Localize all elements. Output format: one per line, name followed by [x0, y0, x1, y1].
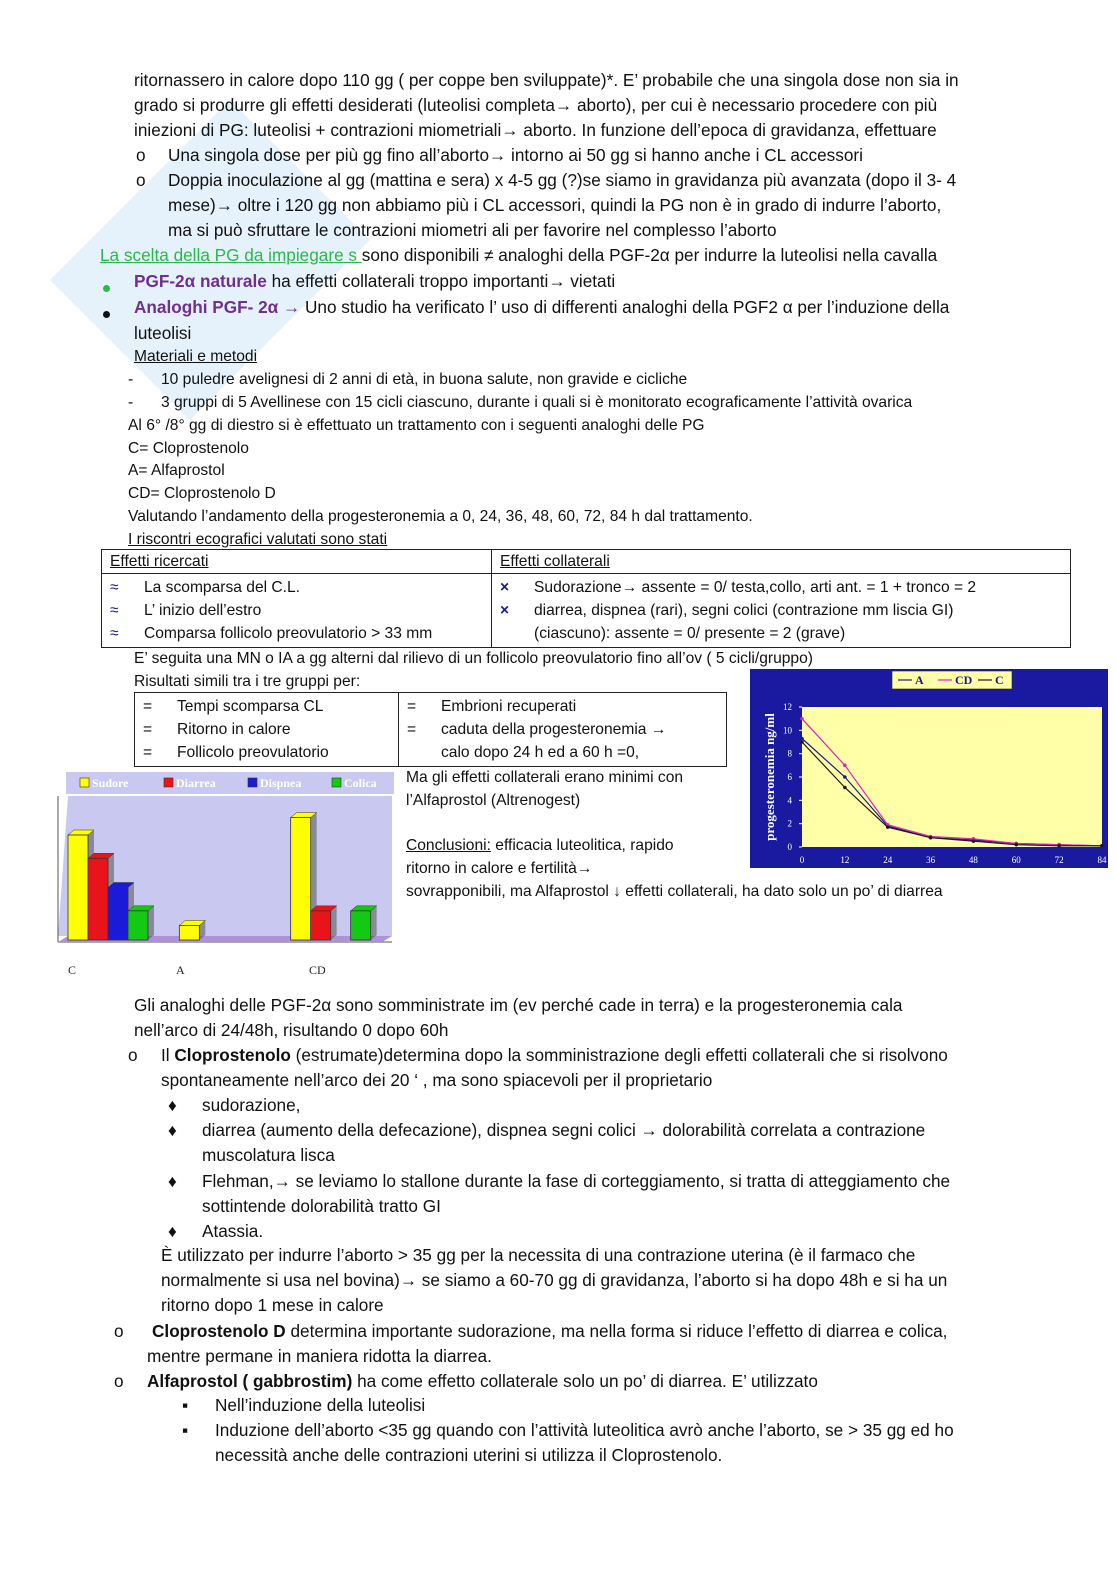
- y-axis-label: progesteronemia ng/ml: [762, 713, 777, 841]
- metodi-item: 10 puledre avelignesi di 2 anni di età, in buona salute, non gravide e cicliche: [161, 371, 688, 388]
- scelta-line: [100, 243, 937, 268]
- x-tick-label: CD: [309, 963, 326, 977]
- bar: [311, 911, 331, 940]
- result-item: Ritorno in calore: [177, 721, 291, 738]
- pgf-natural-item: [134, 269, 615, 294]
- bottom-text: ritorno dopo 1 mese in calore: [161, 1295, 384, 1315]
- pgf-natural-text: ha effetti collaterali troppo importanti→ vietati: [266, 271, 616, 291]
- data-point: [800, 717, 804, 721]
- clo-text: (estrumate)determina dopo la somministrazione degli effetti collaterali che si risolvono: [290, 1045, 948, 1065]
- circle-bullet: o: [114, 1371, 124, 1391]
- side-effect-item: sudorazione,: [202, 1095, 301, 1115]
- cd-bold: Cloprostenolo D: [152, 1321, 286, 1341]
- legend-label: Colica: [344, 776, 377, 790]
- y-tick-label: 6: [787, 772, 792, 782]
- cloprostenolo-line: [161, 1043, 948, 1068]
- diamond-bullet: ♦: [168, 1171, 177, 1191]
- effetti-ricercati-header: Effetti ricercati: [110, 553, 209, 570]
- use-item: necessità anche delle contrazioni uterini si utilizza il Cloprostenolo.: [215, 1445, 723, 1465]
- equal-bullet: =: [143, 744, 153, 761]
- conclusioni-line: [406, 834, 674, 857]
- bar: [88, 858, 108, 940]
- result-item: Tempi scomparsa CL: [177, 698, 324, 715]
- y-tick-label: 4: [787, 795, 792, 806]
- intro-option: Doppia inoculazione al gg (mattina e sera) x 4-5 gg (?)se siamo in gravidanza più avanzata (dopo il 3- 4: [168, 170, 957, 190]
- metodi-text: CD= Cloprostenolo D: [128, 485, 276, 502]
- side-effect-item: sottintende dolorabilità tratto GI: [202, 1196, 441, 1216]
- ricercato-item: La scomparsa del C.L.: [144, 579, 301, 596]
- cross-bullet: ×: [500, 602, 510, 619]
- data-point: [1057, 844, 1061, 848]
- side-effects-bar-chart: [44, 768, 396, 978]
- approx-bullet: ≈: [110, 602, 119, 619]
- bar: [108, 888, 128, 941]
- data-point: [1100, 844, 1104, 848]
- bar: [128, 911, 148, 940]
- y-tick-label: 0: [787, 842, 792, 852]
- middle-text: ritorno in calore e fertilità→: [406, 860, 593, 877]
- cross-bullet: ×: [500, 579, 510, 596]
- black-dot-bullet: [103, 303, 110, 323]
- legend-swatch: [164, 778, 173, 787]
- clo-prefix: Il: [161, 1045, 175, 1065]
- x-tick-label: 36: [926, 855, 936, 865]
- side-effect-item: diarrea (aumento della defecazione), dispnea segni colici → dolorabilità correlata a contrazione: [202, 1120, 926, 1140]
- legend-label: Diarrea: [176, 776, 216, 790]
- green-dot-bullet: [103, 277, 110, 297]
- square-bullet: ▪: [182, 1420, 189, 1440]
- y-tick-label: 12: [783, 702, 792, 712]
- conclusioni-text: efficacia luteolitica, rapido: [490, 837, 674, 854]
- effetti-table: [101, 549, 1071, 648]
- bar-side: [371, 906, 377, 940]
- intro-option: Una singola dose per più gg fino all’aborto→ intorno ai 50 gg si hanno anche i CL accessori: [168, 145, 863, 165]
- after-text: Risultati simili tra i tre gruppi per:: [134, 673, 361, 690]
- x-tick-label: 48: [968, 855, 978, 865]
- al-text: ha come effetto collaterale solo un po’ di diarrea. E’ utilizzato: [352, 1371, 818, 1391]
- metodi-text: C= Cloprostenolo: [128, 440, 249, 457]
- after-text: E’ seguita una MN o IA a gg alterni dal rilievo di un follicolo preovulatorio fino all’ov ( 5 cicli/gruppo): [134, 650, 813, 667]
- data-point: [800, 737, 804, 741]
- circle-bullet: o: [114, 1321, 124, 1341]
- side-effect-item: Atassia.: [202, 1221, 264, 1241]
- data-point: [929, 836, 933, 840]
- metodi-heading: Materiali e metodi: [134, 348, 258, 365]
- intro-line: ritornassero in calore dopo 110 gg ( per coppe ben sviluppate)*. E’ probabile che una singola dose non sia in: [134, 70, 959, 90]
- analoghi-cont: luteolisi: [134, 323, 192, 343]
- x-tick-label: 72: [1054, 855, 1064, 865]
- x-tick-label: 0: [799, 855, 805, 865]
- metodi-text: A= Alfaprostol: [128, 462, 225, 479]
- cloprostenolo-d-line: [152, 1319, 947, 1344]
- ricercato-item: L’ inizio dell’estro: [144, 602, 262, 619]
- collaterale-item: (ciascuno): assente = 0/ presente = 2 (grave): [534, 625, 846, 642]
- bar-side: [331, 906, 337, 940]
- intro-option: mese)→ oltre i 120 gg non abbiamo più i CL accessori, quindi la PG non è in grado di indurre l’aborto,: [168, 195, 942, 215]
- legend-label: A: [915, 673, 924, 687]
- result-item: Embrioni recuperati: [441, 698, 577, 715]
- legend-swatch: [332, 778, 341, 787]
- middle-text: l’Alfaprostol (Altrenogest): [406, 792, 581, 809]
- analoghi-item: [134, 295, 949, 320]
- use-item: Nell’induzione della luteolisi: [215, 1395, 426, 1415]
- bottom-text: normalmente si usa nel bovina)→ se siamo a 60-70 gg di gravidanza, l’aborto si ha dopo 48h e si ha un: [161, 1270, 948, 1290]
- diamond-bullet: ♦: [168, 1095, 177, 1115]
- bottom-text: È utilizzato per indurre l’aborto > 35 gg per la necessita di una contrazione uterina (è il farmaco che: [161, 1245, 916, 1265]
- y-tick-label: 8: [787, 748, 792, 759]
- x-tick-label: 60: [1011, 855, 1021, 865]
- al-bold: Alfaprostol ( gabbrostim): [147, 1371, 353, 1391]
- collaterale-item: diarrea, dispnea (rari), segni colici (contrazione mm liscia GI): [534, 602, 954, 619]
- y-tick-label: 2: [787, 818, 792, 829]
- bottom-text: Gli analoghi delle PGF-2α sono somministrate im (ev perché cade in terra) e la progesteronemia cala: [134, 995, 903, 1015]
- equal-bullet: =: [143, 721, 153, 738]
- riscontri-text: I riscontri ecografici valutati sono stati: [128, 531, 388, 548]
- collaterale-item: Sudorazione→ assente = 0/ testa,collo, arti ant. = 1 + tronco = 2: [534, 579, 977, 596]
- plot-area: [802, 707, 1102, 847]
- legend-label: Sudore: [92, 776, 129, 790]
- x-tick-label: 12: [840, 855, 850, 865]
- equal-bullet: =: [407, 698, 417, 715]
- metodi-text: Al 6° /8° gg di diestro si è effettuato un trattamento con i seguenti analoghi delle PG: [128, 417, 705, 434]
- bar-side: [148, 906, 154, 940]
- clo-bold: Cloprostenolo: [174, 1045, 291, 1065]
- middle-text: Ma gli effetti collaterali erano minimi con: [406, 769, 684, 786]
- progesterone-line-chart: [750, 669, 1108, 868]
- circle-bullet: o: [128, 1045, 138, 1065]
- metodi-text: [128, 528, 387, 551]
- metodi-text: Valutando l’andamento della progesteronemia a 0, 24, 36, 48, 60, 72, 84 h dal trattamento.: [128, 508, 753, 525]
- results-table: [134, 692, 727, 767]
- x-tick-label: A: [176, 963, 185, 977]
- diamond-bullet: ♦: [168, 1120, 177, 1140]
- ricercato-item: Comparsa follicolo preovulatorio > 33 mm: [144, 625, 433, 642]
- circle-bullet: o: [136, 170, 146, 190]
- x-tick-label: C: [68, 963, 77, 977]
- data-point: [800, 740, 804, 744]
- conclusioni-label: Conclusioni:: [406, 837, 491, 854]
- cd-text: determina importante sudorazione, ma nella forma si riduce l’effetto di diarrea e colica,: [285, 1321, 948, 1341]
- equal-bullet: =: [143, 698, 153, 715]
- approx-bullet: ≈: [110, 625, 119, 642]
- metodi-item: 3 gruppi di 5 Avellinese con 15 cicli ciascuno, durante i quali si è monitorato ecograficamente l’attività ovarica: [161, 394, 913, 411]
- x-tick-label: 84: [1097, 855, 1107, 865]
- dash-bullet: -: [128, 394, 134, 411]
- dash-bullet: -: [128, 371, 134, 388]
- intro-line: grado si produrre gli effetti desiderati (luteolisi completa→ aborto), per cui è necessario procedere con più: [134, 95, 938, 115]
- data-point: [886, 825, 890, 829]
- data-point: [1014, 843, 1018, 847]
- y-tick-label: 10: [783, 725, 792, 736]
- analoghi-text: Uno studio ha verificato l’ uso di differenti analoghi della PGF2 α per l’induzione della: [300, 297, 950, 317]
- scelta-text: sono disponibili ≠ analoghi della PGF-2α per indurre la luteolisi nella cavalla: [361, 245, 938, 265]
- analoghi-label: Analoghi PGF- 2α →: [134, 297, 301, 317]
- result-item: caduta della progesteronemia →: [441, 721, 667, 738]
- circle-bullet: o: [136, 145, 146, 165]
- bottom-text: spontaneamente nell’arco dei 20 ‘ , ma sono spiacevoli per il proprietario: [161, 1070, 713, 1090]
- square-bullet: ▪: [182, 1395, 189, 1415]
- bottom-text: mentre permane in maniera ridotta la diarrea.: [147, 1346, 492, 1366]
- data-point: [843, 775, 847, 779]
- alfaprostol-line: [147, 1369, 818, 1394]
- diamond-bullet: ♦: [168, 1221, 177, 1241]
- data-point: [843, 786, 847, 790]
- legend-swatch: [80, 778, 89, 787]
- use-item: Induzione dell’aborto <35 gg quando con l’attività luteolitica avrò anche l’aborto, se > 35 gg ed ho: [215, 1420, 954, 1440]
- legend-label: C: [995, 673, 1004, 687]
- pgf-natural-label: PGF-2α naturale: [134, 271, 267, 291]
- equal-bullet: =: [407, 721, 417, 738]
- approx-bullet: ≈: [110, 579, 119, 596]
- side-effect-item: Flehman,→ se leviamo lo stallone durante la fase di corteggiamento, si tratta di atteggiamento che: [202, 1171, 951, 1191]
- intro-line: iniezioni di PG: luteolisi + contrazioni miometriali→ aborto. In funzione dell’epoca di gravidanza, effettuare: [134, 120, 937, 140]
- bar: [68, 835, 88, 940]
- side-effect-item: muscolatura lisca: [202, 1145, 335, 1165]
- legend-label: CD: [955, 673, 973, 687]
- data-point: [972, 839, 976, 843]
- result-item: calo dopo 24 h ed a 60 h =0,: [441, 744, 640, 761]
- legend-label: Dispnea: [260, 776, 302, 790]
- middle-text: sovrapponibili, ma Alfaprostol ↓ effetti collaterali, ha dato solo un po’ di diarrea: [406, 883, 943, 900]
- bar: [179, 925, 199, 940]
- legend-swatch: [248, 778, 257, 787]
- result-item: Follicolo preovulatorio: [177, 744, 329, 761]
- intro-option: ma si può sfruttare le contrazioni miometri ali per favorire nel complesso l’aborto: [168, 220, 777, 240]
- scelta-heading: La scelta della PG da impiegare s: [100, 245, 362, 265]
- bar: [291, 818, 311, 941]
- effetti-collaterali-header: Effetti collaterali: [500, 553, 610, 570]
- data-point: [843, 764, 847, 768]
- bar: [351, 911, 371, 940]
- x-tick-label: 24: [883, 855, 893, 865]
- bottom-text: nell’arco di 24/48h, risultando 0 dopo 60h: [134, 1020, 449, 1040]
